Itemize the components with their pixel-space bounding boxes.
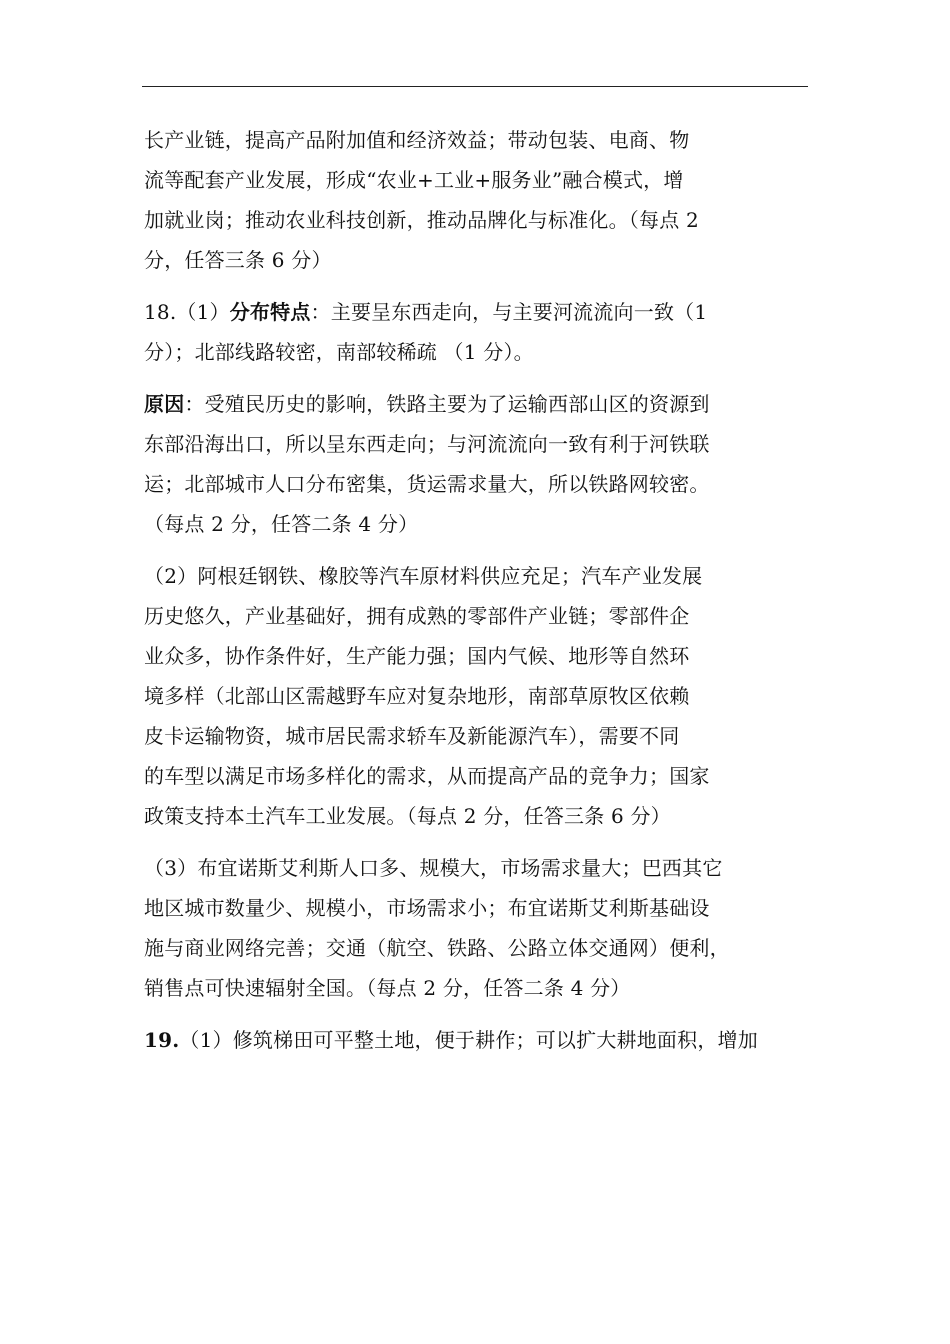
paragraph-17-line-4: 分，任答三条 6 分） <box>144 248 332 272</box>
q18-part3-line-4: 销售点可快速辐射全国。（每点 2 分，任答二条 4 分） <box>144 976 631 1000</box>
reason-heading: 原因 <box>144 392 185 416</box>
q18-part3-line-1: （3）布宜诺斯艾利斯人口多、规模大，市场需求量大；巴西其它 <box>144 856 723 880</box>
q18-part2-line-2: 历史悠久，产业基础好，拥有成熟的零部件产业链；零部件企 <box>144 604 690 628</box>
distribution-heading: 分布特点 <box>229 300 311 324</box>
q18-number: 18.（1） <box>144 300 230 324</box>
q18-part2-line-4: 境多样（北部山区需越野车应对复杂地形，南部草原牧区依赖 <box>144 684 690 708</box>
paragraph-17-line-1: 长产业链，提高产品附加值和经济效益；带动包装、电商、物 <box>144 128 690 152</box>
q18-part2-line-7: 政策支持本土汽车工业发展。（每点 2 分，任答三条 6 分） <box>144 804 671 828</box>
q18-part3-line-3: 施与商业网络完善；交通（航空、铁路、公路立体交通网）便利， <box>144 936 730 960</box>
header-rule <box>142 86 808 87</box>
reason-line-2: 东部沿海出口，所以呈东西走向；与河流流向一致有利于河铁联 <box>144 432 710 456</box>
paragraph-17-line-3: 加就业岗；推动农业科技创新，推动品牌化与标准化。（每点 2 <box>144 208 699 232</box>
reason-text: ：受殖民历史的影响，铁路主要为了运输西部山区的资源到 <box>184 392 710 416</box>
q18-part2-line-6: 的车型以满足市场多样化的需求，从而提高产品的竞争力；国家 <box>144 764 710 788</box>
q18-part1-line-1 <box>144 292 808 332</box>
q18-part2-line-5: 皮卡运输物资，城市居民需求轿车及新能源汽车），需要不同 <box>144 724 680 748</box>
q18-part3-line-2: 地区城市数量少、规模小，市场需求小；布宜诺斯艾利斯基础设 <box>144 896 710 920</box>
q18-part2-line-3: 业众多，协作条件好，生产能力强；国内气候、地形等自然环 <box>144 644 690 668</box>
reason-line-4: （每点 2 分，任答二条 4 分） <box>144 512 419 536</box>
q18-part1-line-2: 分）；北部线路较密，南部较稀疏 （1 分）。 <box>144 340 534 364</box>
q19-line-1 <box>144 1020 808 1060</box>
reason-line-1 <box>144 384 808 424</box>
q19-number: 19. <box>144 1028 180 1052</box>
q19-text: （1）修筑梯田可平整土地，便于耕作；可以扩大耕地面积，增加 <box>179 1028 758 1052</box>
q18-part2-line-1: （2）阿根廷钢铁、橡胶等汽车原材料供应充足；汽车产业发展 <box>144 564 703 588</box>
answer-document <box>144 120 808 1060</box>
distribution-text: ：主要呈东西走向，与主要河流流向一致（1 <box>310 300 708 324</box>
paragraph-17-line-2: 流等配套产业发展，形成“农业+工业+服务业”融合模式，增 <box>144 168 684 192</box>
reason-line-3: 运；北部城市人口分布密集，货运需求量大，所以铁路网较密。 <box>144 472 710 496</box>
